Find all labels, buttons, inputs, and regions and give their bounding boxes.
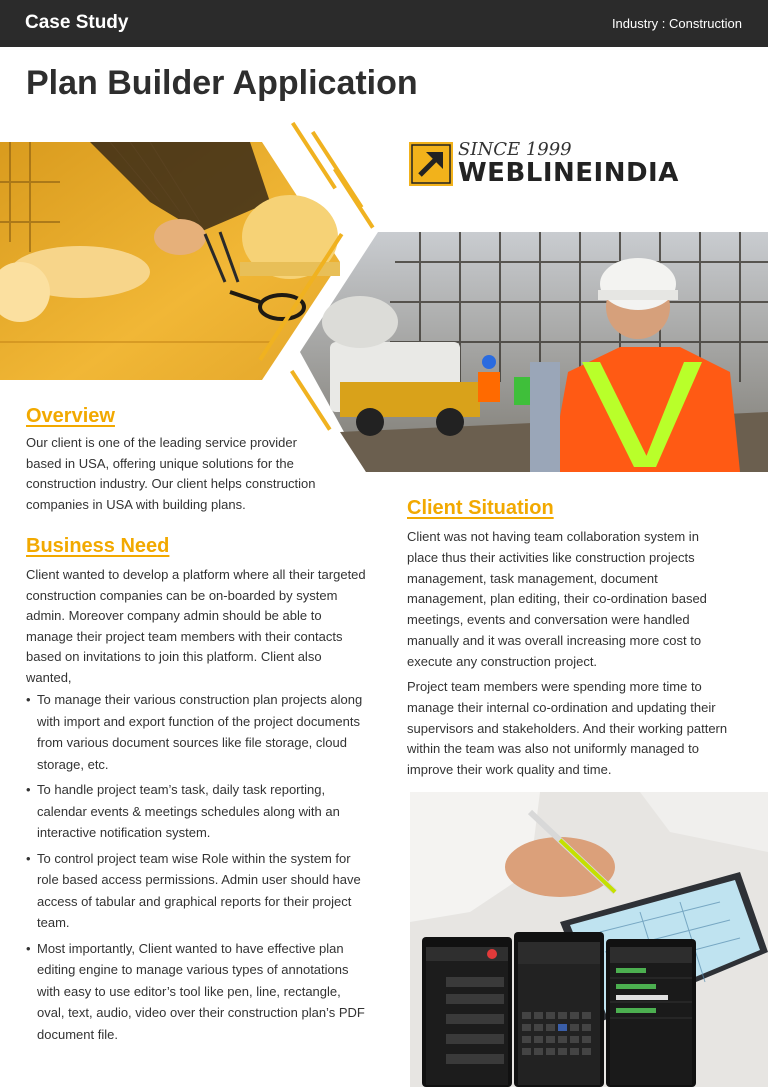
- business-need-heading: Business Need: [26, 535, 170, 557]
- tablet-app-photo: [410, 792, 768, 1087]
- client-situation-heading: Client Situation: [407, 497, 554, 519]
- case-study-label: Case Study: [25, 12, 129, 33]
- overview-heading: Overview: [26, 405, 115, 427]
- logo-since-text: SINCE 1999: [458, 139, 572, 160]
- client-situation-para-2: Project team members were spending more time to manage their internal co-ordination and updating their supervisors and stakeholders. And their working pattern within the team was also not uniformly managed to improve their work quality and time.: [407, 679, 728, 778]
- construction-site-photo: [300, 232, 768, 472]
- list-item: • To control project team wise Role within the system for role based access permissions. Admin user should have access of tabular and graphical reports for their project team.: [26, 848, 366, 934]
- overview-text: Our client is one of the leading service provider based in USA, offering unique solutions for the construction industry. Our client helps construction companies in USA with building plans.: [26, 435, 316, 512]
- weblineindia-logo: [409, 140, 699, 192]
- business-need-list: [26, 689, 366, 1049]
- arrow-logo-icon: [409, 142, 453, 186]
- client-situation-para-1: Client was not having team collaboration system in place thus their activities like construction projects management, task management, document management, plan editing, their co-ordination based meetings, events and conversation were handled manually and it was overall increasing more cost to execute any construction project.: [407, 529, 707, 669]
- header-bar: [0, 0, 768, 47]
- list-item: • To handle project team’s task, daily task reporting, calendar events & meetings schedules along with an interactive notification system.: [26, 779, 366, 844]
- logo-brand-text: WEBLINEINDIA: [458, 158, 679, 188]
- page-title: Plan Builder Application: [26, 64, 418, 102]
- list-item: • To manage their various construction plan projects along with import and export function of the project documents from various document sources like file storage, cloud storage, etc.: [26, 689, 366, 775]
- industry-label: Industry : Construction: [611, 16, 742, 31]
- business-need-intro: Client wanted to develop a platform where all their targeted construction companies can be on-boarded by system admin. Moreover company admin should be able to manage their project team members with their contacts based on invitations to join this platform. Client also wanted,: [26, 567, 366, 685]
- list-item: • Most importantly, Client wanted to have effective plan editing engine to manage various types of annotations with easy to use editor’s tool like pen, line, rectangle, oval, text, audio, video over their construction plan’s PDF document file.: [26, 938, 366, 1046]
- drafting-hero-image: [0, 142, 340, 380]
